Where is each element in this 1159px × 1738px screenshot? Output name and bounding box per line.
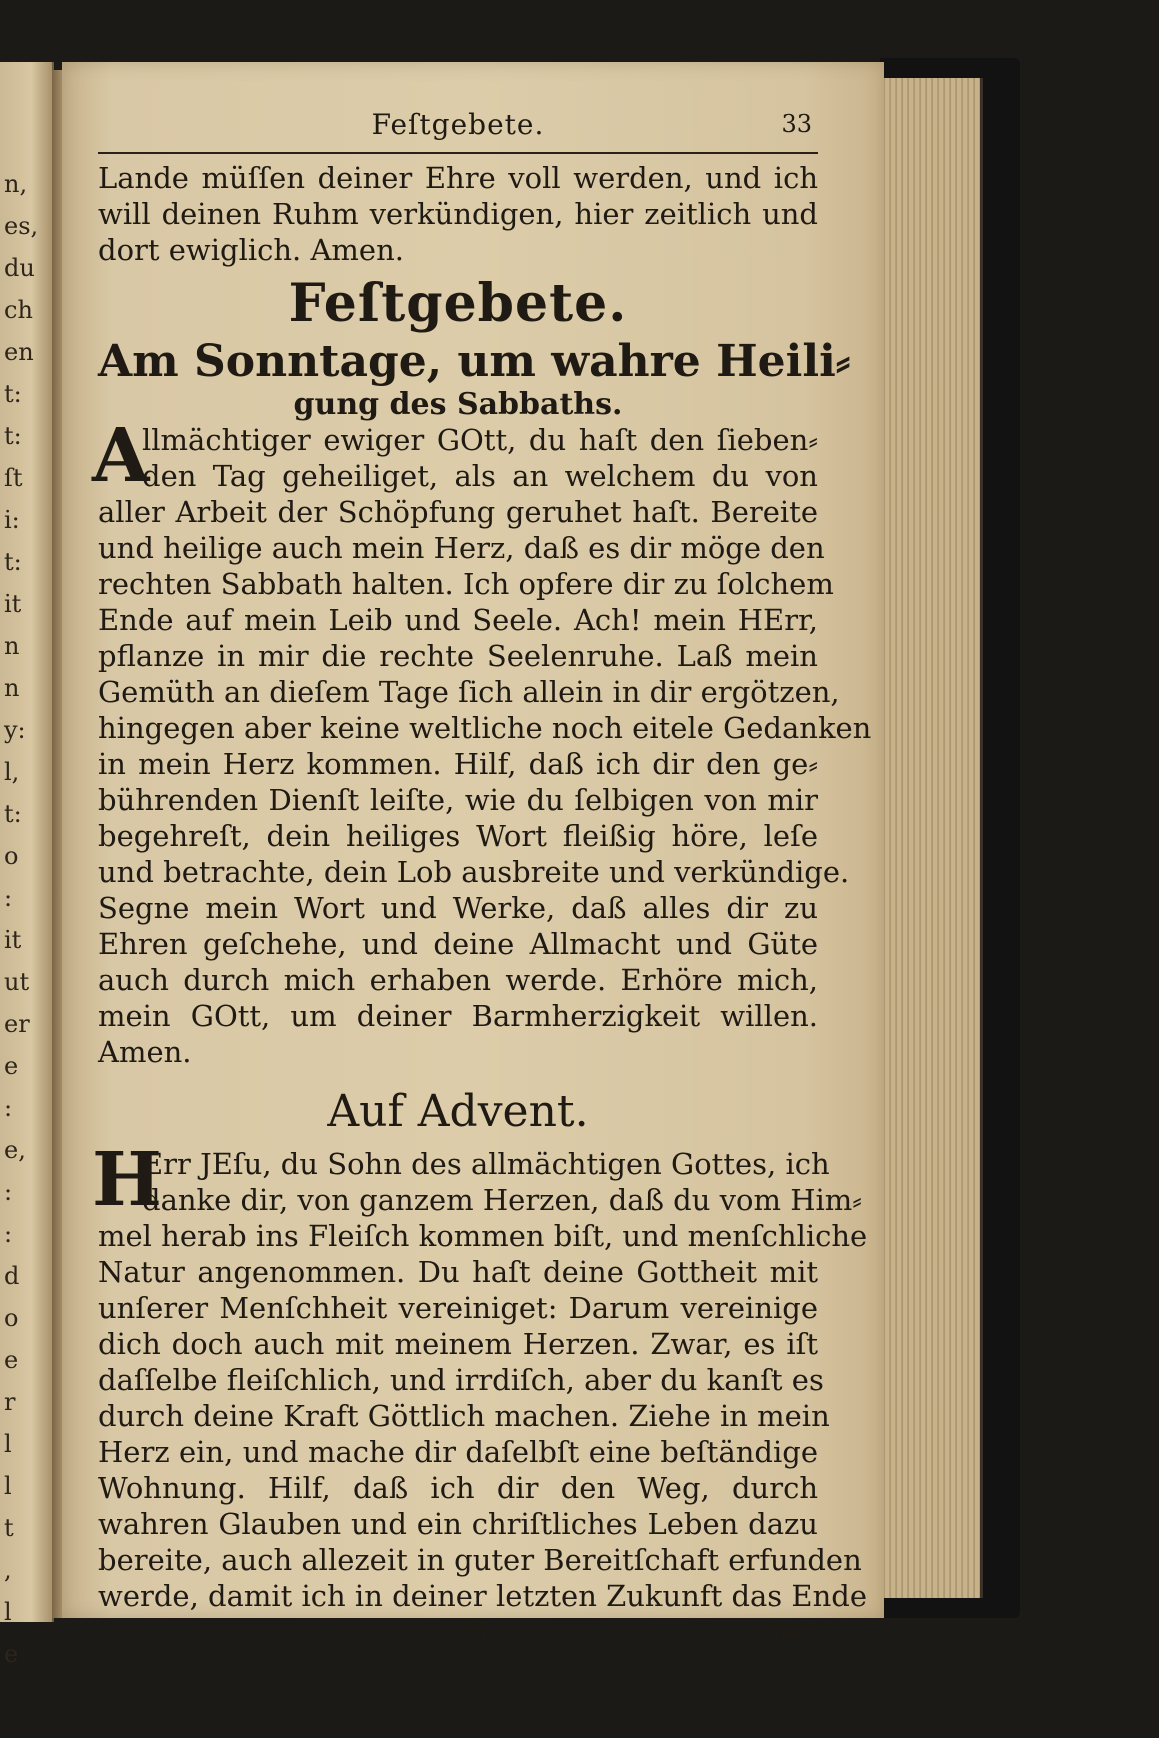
text-line: rechten Sabbath halten. Ich opfere dir zu ſolchem: [98, 567, 834, 601]
left-page-fragment: t:: [4, 800, 22, 828]
text-line: Err JEſu, du Sohn des allmächtigen Gottes, ich: [142, 1147, 830, 1181]
left-page-fragment: ſt: [4, 464, 23, 492]
left-page-fragment: n: [4, 632, 20, 660]
text-line: dort ewiglich. Amen.: [98, 233, 404, 267]
text-line: bührenden Dienſt leiſte, wie du ſelbigen von mir: [98, 783, 818, 817]
text-line: werde, damit ich in deiner letzten Zukunft das Ende: [98, 1579, 867, 1613]
text-line: llmächtiger ewiger GOtt, du haſt den ſieben⸗: [142, 423, 818, 457]
left-page-fragment: d: [4, 1262, 20, 1290]
section-title-continued: gung des Sabbaths.: [293, 387, 623, 422]
text-line: mel herab ins Fleiſch kommen biſt, und menſchliche: [98, 1219, 868, 1253]
left-page-fragment: en: [4, 338, 34, 366]
text-line: Lande müſſen deiner Ehre voll werden, und ich: [98, 161, 818, 195]
section-title: Am Sonntage, um wahre Heili⸗: [98, 336, 851, 387]
left-page-fragment: r: [4, 1388, 16, 1416]
text-line: durch deine Kraft Göttlich machen. Ziehe in mein: [98, 1399, 830, 1433]
left-page-fragment: i:: [4, 506, 20, 534]
left-page-fragment: ch: [4, 296, 33, 324]
catchword: des: [763, 1614, 812, 1647]
prayer-paragraph: [92, 1137, 868, 1614]
text-line: mein GOtt, um deiner Barmherzigkeit willen.: [98, 999, 818, 1033]
text-line: Amen.: [98, 1035, 192, 1069]
left-page-fragment: it: [4, 590, 22, 618]
text-line: Natur angenommen. Du haſt deine Gottheit mit: [98, 1255, 818, 1289]
left-page-fragment: o: [4, 1304, 19, 1332]
left-page-fragment: n,: [4, 170, 28, 198]
left-page-fragment: t:: [4, 422, 22, 450]
running-head: Feſtgebete.: [371, 108, 545, 141]
left-page-fragment: er: [4, 1010, 30, 1038]
left-page-fragment: e,: [4, 1136, 26, 1164]
left-page-fragment: :: [4, 1178, 13, 1206]
left-page-fragment: y:: [4, 716, 26, 744]
left-page-fragment: n: [4, 674, 20, 702]
text-line: Wohnung. Hilf, daß ich dir den Weg, durch: [98, 1471, 818, 1505]
left-page-fragment: l,: [4, 758, 20, 786]
left-page-fragment: e: [4, 1346, 19, 1374]
left-page-fragment: ut: [4, 968, 30, 996]
text-line: aller Arbeit der Schöpfung geruhet haſt. Bereite: [98, 495, 818, 529]
text-line: in mein Herz kommen. Hilf, daß ich dir den ge⸗: [98, 747, 818, 781]
left-page-fragment: l: [4, 1472, 12, 1500]
left-page-fragment: :: [4, 884, 13, 912]
main-title: Feſtgebete.: [288, 273, 628, 334]
left-page-fragment: l: [4, 1430, 12, 1458]
left-page-fragment: e: [4, 1052, 19, 1080]
left-page-fragment: :: [4, 1094, 13, 1122]
left-page-fragment: it: [4, 926, 22, 954]
section-title: Auf Advent.: [327, 1086, 589, 1137]
text-line: bereite, auch allezeit in guter Bereitſchaft erfunden: [98, 1543, 862, 1577]
header-rule: [98, 152, 818, 154]
page-edges: [880, 78, 983, 1598]
text-line: und heilige auch mein Herz, daß es dir möge den: [98, 531, 825, 565]
left-page-fragment: o: [4, 842, 19, 870]
drop-cap: H: [92, 1137, 162, 1223]
text-line: dich doch auch mit meinem Herzen. Zwar, es iſt: [98, 1327, 818, 1361]
text-line: Gemüth an dieſem Tage ſich allein in dir ergötzen,: [98, 675, 840, 709]
text-line: pflanze in mir die rechte Seelenruhe. Laß mein: [98, 639, 818, 673]
left-page-fragment: es,: [4, 212, 39, 240]
text-line: auch durch mich erhaben werde. Erhöre mich,: [98, 963, 818, 997]
text-line: will deinen Ruhm verkündigen, hier zeitlich und: [98, 197, 818, 231]
page-number: 33: [781, 110, 812, 138]
left-page-fragment: t: [4, 1514, 14, 1542]
page-text: [92, 108, 872, 1650]
text-line: Herz ein, und mache dir daſelbſt eine beſtändige: [98, 1435, 818, 1469]
page-footer: [98, 1614, 818, 1650]
intro-paragraph: [98, 160, 818, 268]
text-line: daſſelbe fleiſchlich, und irrdiſch, aber du kanſt es: [98, 1363, 824, 1397]
left-page-fragment: t:: [4, 548, 22, 576]
left-page-fragment: :: [4, 1220, 13, 1248]
text-line: Segne mein Wort und Werke, daß alles dir zu: [98, 891, 818, 925]
left-page-fragment: l: [4, 1598, 12, 1626]
text-line: Ehren geſchehe, und deine Allmacht und Güte: [98, 927, 818, 961]
text-line: und betrachte, dein Lob ausbreite und verkündige.: [98, 855, 850, 889]
signature-mark: B 5: [468, 1614, 516, 1647]
left-page-fragment: ,: [4, 1556, 12, 1584]
text-line: hingegen aber keine weltliche noch eitele Gedanken: [98, 711, 872, 745]
prayer-paragraph: [92, 413, 872, 1070]
drop-cap: A: [92, 413, 150, 499]
left-page-fragment: e: [4, 1640, 19, 1668]
text-line: unſerer Menſchheit vereiniget: Darum vereinige: [98, 1291, 818, 1325]
left-page-fragment: du: [4, 254, 35, 282]
left-page-fragment: t:: [4, 380, 22, 408]
left-page-edge: [0, 62, 54, 1668]
text-line: danke dir, von ganzem Herzen, daß du vom Him⸗: [142, 1183, 862, 1217]
page-header: [98, 108, 818, 148]
text-line: wahren Glauben und ein chriſtliches Leben dazu: [98, 1507, 818, 1541]
text-line: Ende auf mein Leib und Seele. Ach! mein HErr,: [98, 603, 818, 637]
text-line: den Tag geheiliget, als an welchem du von: [142, 459, 818, 493]
text-line: begehreſt, dein heiliges Wort fleißig höre, leſe: [98, 819, 818, 853]
